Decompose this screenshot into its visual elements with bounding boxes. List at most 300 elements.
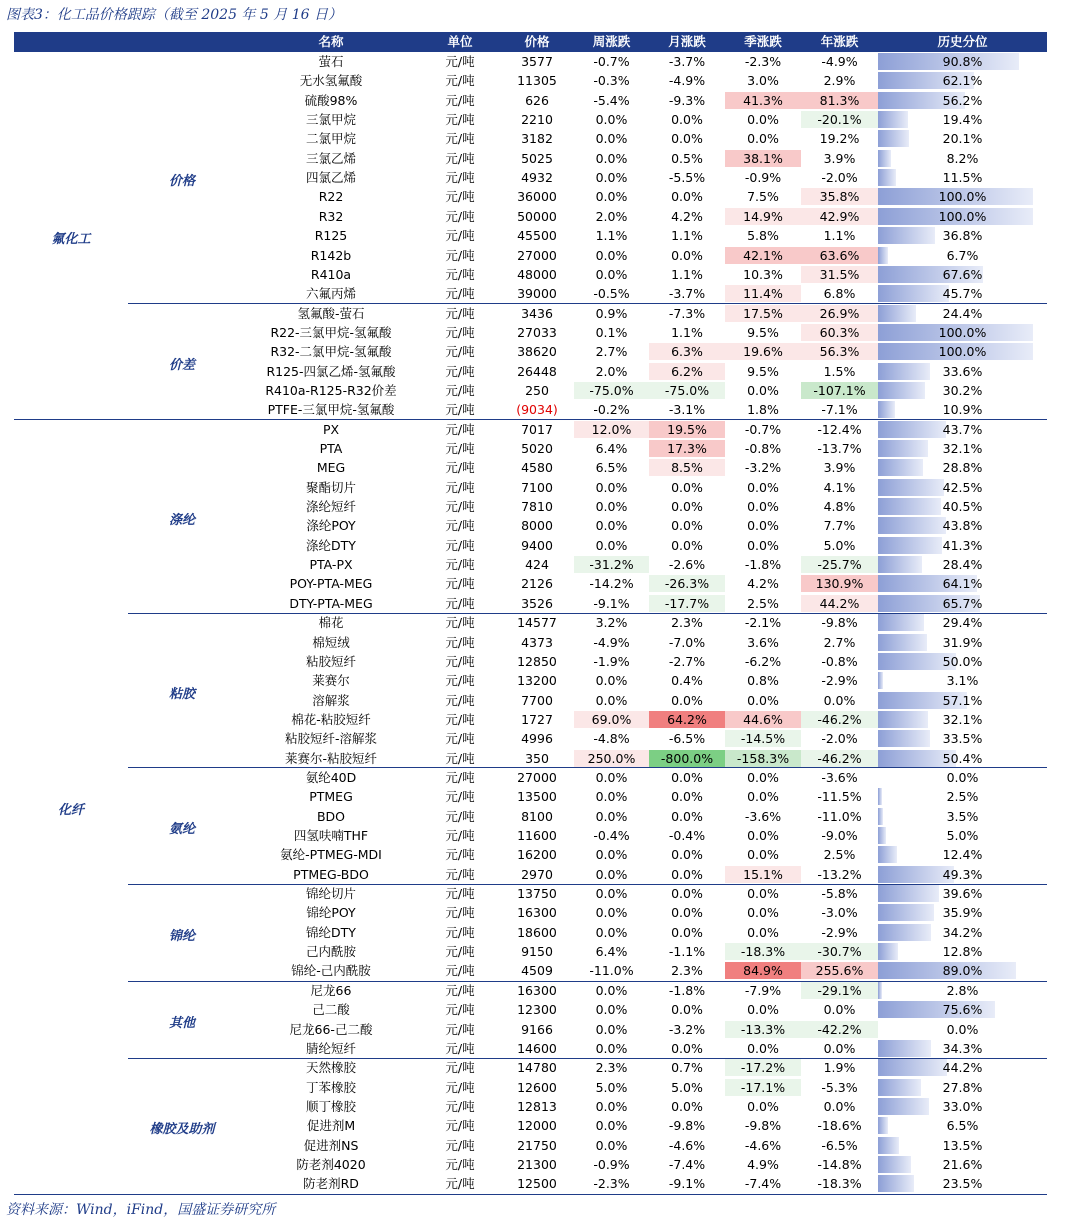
hist-percentile: 56.2%	[942, 92, 983, 108]
item-unit: 元/吨	[445, 344, 475, 360]
hist-percentile: 21.6%	[942, 1156, 983, 1172]
table-row	[0, 187, 1065, 206]
month-change: 0.0%	[671, 847, 703, 863]
table-row	[0, 594, 1065, 613]
item-unit: 元/吨	[445, 518, 475, 534]
hist-percentile: 41.3%	[942, 537, 983, 553]
item-price: 626	[525, 92, 549, 108]
item-price: 16200	[517, 847, 557, 863]
month-change: 1.1%	[671, 324, 703, 340]
week-change: 0.0%	[595, 537, 628, 553]
hist-percentile: 3.5%	[946, 808, 979, 824]
week-change: -0.4%	[593, 828, 630, 843]
hist-percentile: 100.0%	[938, 324, 987, 340]
quarter-change: 7.5%	[747, 189, 779, 205]
item-price: 26448	[517, 363, 557, 379]
item-unit: 元/吨	[445, 866, 475, 882]
table-row	[0, 284, 1065, 303]
item-price: 424	[525, 557, 549, 573]
table-row	[0, 865, 1065, 884]
quarter-change: 17.5%	[725, 305, 801, 322]
hist-percentile: 40.5%	[942, 499, 983, 515]
quarter-change: 2.5%	[747, 595, 779, 611]
quarter-change: 3.0%	[747, 73, 779, 89]
item-unit: 元/吨	[445, 537, 475, 553]
item-unit: 元/吨	[445, 499, 475, 515]
week-change: 0.0%	[595, 866, 628, 882]
week-change: 0.0%	[595, 499, 628, 515]
week-change: 0.0%	[595, 886, 628, 902]
table-row	[0, 536, 1065, 555]
month-change: -1.8%	[668, 982, 706, 998]
hist-percentile: 2.8%	[946, 982, 979, 998]
week-change: 0.0%	[595, 847, 628, 863]
table-row	[0, 1116, 1065, 1135]
year-change: 4.1%	[823, 479, 856, 495]
table-row	[0, 961, 1065, 980]
table-row	[0, 826, 1065, 845]
header-price: 价格	[524, 34, 550, 49]
item-unit: 元/吨	[445, 1098, 475, 1114]
week-change: 0.0%	[595, 982, 628, 998]
hist-percentile: 45.7%	[942, 286, 983, 302]
subcategory-spread: 价差	[168, 358, 195, 373]
item-price: 4580	[521, 460, 553, 476]
item-unit: 元/吨	[445, 150, 475, 166]
week-change: 2.7%	[595, 344, 628, 360]
week-change: -1.9%	[593, 653, 630, 669]
item-unit: 元/吨	[445, 363, 475, 379]
month-change: -9.3%	[668, 92, 706, 108]
item-name: 棉花	[318, 615, 344, 631]
hist-percentile: 43.7%	[942, 421, 983, 437]
item-price: 21300	[517, 1156, 557, 1172]
year-change: -13.7%	[817, 441, 862, 456]
week-change: -14.2%	[589, 576, 634, 592]
item-price: 27000	[517, 769, 557, 785]
quarter-change: 19.6%	[725, 343, 801, 360]
year-change: 0.0%	[823, 1040, 856, 1056]
quarter-change: 84.9%	[725, 962, 801, 979]
week-change: 2.0%	[595, 208, 628, 224]
week-change: -0.7%	[593, 54, 630, 69]
item-price: 7700	[521, 692, 553, 708]
month-change: 1.1%	[671, 228, 703, 244]
year-change: 60.3%	[801, 324, 878, 341]
table-row	[0, 516, 1065, 535]
table-row	[0, 1000, 1065, 1019]
month-change: 0.0%	[671, 808, 703, 824]
table-row	[0, 729, 1065, 748]
quarter-change: -7.4%	[744, 1176, 782, 1192]
item-unit: 元/吨	[445, 1021, 475, 1037]
subcategory-rubber: 橡胶及助剂	[149, 1122, 215, 1137]
month-change: -7.0%	[668, 634, 706, 650]
month-change: 19.5%	[649, 421, 725, 438]
item-price: 16300	[517, 905, 557, 921]
item-unit: 元/吨	[445, 460, 475, 476]
year-change: 35.8%	[801, 188, 878, 205]
year-change: -29.1%	[801, 982, 878, 999]
table-row	[0, 1136, 1065, 1155]
month-change: 0.0%	[671, 499, 703, 515]
hist-percentile: 89.0%	[942, 963, 983, 979]
table-row	[0, 884, 1065, 903]
year-change: -11.0%	[817, 808, 862, 824]
item-price: 12850	[517, 653, 557, 669]
table-row	[0, 923, 1065, 942]
month-change: 0.4%	[671, 673, 703, 689]
table-row	[0, 1174, 1065, 1193]
quarter-change: -2.1%	[744, 615, 782, 631]
month-change: 0.0%	[671, 866, 703, 882]
item-name: 溶解浆	[312, 692, 350, 708]
item-name: 丁苯橡胶	[305, 1079, 356, 1095]
quarter-change: 0.0%	[747, 789, 779, 805]
quarter-change: 0.0%	[747, 828, 779, 843]
week-change: -11.0%	[589, 963, 634, 979]
year-change: 3.9%	[823, 150, 856, 166]
quarter-change: 9.5%	[747, 324, 779, 340]
item-price: 3182	[521, 131, 553, 147]
year-change: -5.8%	[821, 886, 858, 902]
month-change: 0.0%	[671, 518, 703, 534]
table-row	[0, 768, 1065, 787]
quarter-change: 0.0%	[747, 769, 779, 785]
item-unit: 元/吨	[445, 1176, 475, 1192]
hist-percentile: 29.4%	[942, 615, 983, 631]
month-change: 64.2%	[649, 711, 725, 728]
year-change: 2.9%	[823, 73, 856, 89]
item-unit: 元/吨	[445, 808, 475, 824]
item-name: R125	[314, 228, 348, 244]
item-price: 8100	[521, 808, 553, 824]
month-change: -75.0%	[649, 382, 725, 399]
item-price: 13200	[517, 673, 557, 689]
item-price: 7100	[521, 479, 553, 495]
item-price: 27000	[517, 247, 557, 263]
item-price: 14577	[517, 615, 557, 631]
year-change: -42.2%	[801, 1021, 878, 1038]
item-price: 9150	[521, 944, 553, 960]
week-change: 0.0%	[595, 692, 628, 708]
item-name: PTMEG	[309, 789, 353, 805]
quarter-change: 1.8%	[747, 402, 779, 418]
quarter-change: 4.9%	[747, 1156, 779, 1172]
quarter-change: 0.0%	[747, 1040, 779, 1056]
hist-percentile: 42.5%	[942, 479, 983, 495]
item-unit: 元/吨	[445, 1137, 475, 1153]
item-unit: 元/吨	[445, 1040, 475, 1056]
item-name: 防老剂4020	[296, 1156, 366, 1172]
quarter-change: 0.0%	[747, 1002, 779, 1018]
week-change: 0.0%	[595, 905, 628, 921]
year-change: -6.5%	[821, 1137, 858, 1153]
item-name: 莱赛尔-粘胶短纤	[284, 750, 377, 766]
item-name: 涤纶DTY	[306, 537, 356, 553]
item-name: 四氢呋喃THF	[293, 828, 369, 843]
category-fluorine: 氟化工	[51, 232, 91, 247]
month-change: 0.0%	[671, 1040, 703, 1056]
week-change: 0.0%	[595, 518, 628, 534]
month-change: 0.0%	[671, 905, 703, 921]
item-name: R22-三氯甲烷-氢氟酸	[270, 324, 392, 340]
item-name: MEG	[316, 460, 346, 476]
item-price: 3577	[521, 54, 553, 69]
month-change: -3.7%	[668, 286, 706, 302]
table-row	[0, 400, 1065, 419]
month-change: 0.0%	[671, 189, 703, 205]
item-unit: 元/吨	[445, 963, 475, 979]
week-change: 3.2%	[595, 615, 628, 631]
item-price: 4932	[521, 170, 553, 186]
table-row	[0, 574, 1065, 593]
week-change: 0.0%	[595, 789, 628, 805]
table-row	[0, 246, 1065, 265]
item-name: PTFE-三氯甲烷-氢氟酸	[267, 402, 395, 418]
table-row	[0, 1097, 1065, 1116]
week-change: -9.1%	[593, 595, 630, 611]
item-price: 14600	[517, 1040, 557, 1056]
quarter-change: 41.3%	[725, 92, 801, 109]
item-unit: 元/吨	[445, 324, 475, 340]
item-name: 聚酯切片	[305, 479, 356, 495]
year-change: 2.5%	[823, 847, 856, 863]
item-name: 己二酸	[312, 1002, 350, 1018]
item-price: 7017	[521, 421, 553, 437]
item-unit: 元/吨	[445, 653, 475, 669]
item-unit: 元/吨	[445, 1156, 475, 1172]
item-name: 涤纶POY	[306, 518, 356, 534]
table-row	[0, 1039, 1065, 1058]
quarter-change: -6.2%	[744, 653, 782, 669]
month-change: 0.0%	[671, 131, 703, 147]
year-change: -18.6%	[817, 1118, 862, 1134]
table-row	[0, 691, 1065, 710]
week-change: -4.8%	[593, 731, 630, 747]
table-row	[0, 903, 1065, 922]
hist-percentile: 65.7%	[942, 595, 983, 611]
item-name: R22	[318, 189, 344, 205]
header-unit: 单位	[447, 34, 473, 49]
hist-percentile: 50.4%	[942, 750, 983, 766]
table-row	[0, 1020, 1065, 1039]
year-change: -30.7%	[801, 943, 878, 960]
item-unit: 元/吨	[445, 634, 475, 650]
week-change: 6.4%	[595, 944, 628, 960]
source-footer: 资料来源：Wind，iFind，国盛证券研究所	[6, 1202, 276, 1218]
quarter-change: 0.0%	[747, 479, 779, 495]
item-name: 天然橡胶	[305, 1060, 356, 1076]
item-unit: 元/吨	[445, 944, 475, 960]
month-change: -5.5%	[668, 170, 706, 186]
year-change: 44.2%	[801, 595, 878, 612]
year-change: -2.9%	[821, 673, 858, 689]
week-change: 0.0%	[595, 808, 628, 824]
week-change: 6.4%	[595, 441, 628, 456]
year-change: 0.0%	[823, 692, 856, 708]
item-price: 12600	[517, 1079, 557, 1095]
year-change: -20.1%	[801, 111, 878, 128]
hist-percentile: 24.4%	[942, 305, 983, 321]
item-unit: 元/吨	[445, 266, 475, 282]
table-row	[0, 807, 1065, 826]
week-change: -0.9%	[593, 1156, 630, 1172]
item-name: BDO	[316, 808, 346, 824]
quarter-change: -2.3%	[744, 54, 782, 69]
hist-percentile: 32.1%	[942, 441, 983, 456]
hist-percentile: 5.0%	[946, 828, 979, 843]
month-change: 1.1%	[671, 266, 703, 282]
month-change: -800.0%	[649, 750, 725, 767]
item-price: (9034)	[516, 402, 558, 418]
table-row	[0, 497, 1065, 516]
hist-percentile: 11.5%	[942, 170, 983, 186]
year-change: 5.0%	[823, 537, 856, 553]
item-name: R125-四氯乙烯-氢氟酸	[266, 363, 396, 379]
week-change: 69.0%	[574, 711, 649, 728]
month-change: -7.3%	[668, 305, 706, 321]
item-unit: 元/吨	[445, 228, 475, 244]
year-change: -7.1%	[821, 402, 858, 418]
week-change: 0.0%	[595, 1137, 628, 1153]
item-name: PTA	[319, 441, 343, 456]
item-unit: 元/吨	[445, 73, 475, 89]
header-week: 周涨跌	[592, 34, 631, 49]
item-price: 13750	[517, 886, 557, 902]
month-change: -3.1%	[668, 402, 706, 418]
table-row	[0, 942, 1065, 961]
year-change: 1.5%	[823, 363, 856, 379]
table-row	[0, 420, 1065, 439]
month-change: 0.0%	[671, 479, 703, 495]
quarter-change: 4.2%	[747, 576, 779, 592]
item-name: POY-PTA-MEG	[289, 576, 373, 592]
item-name: 促进剂NS	[303, 1137, 359, 1153]
table-row	[0, 226, 1065, 245]
quarter-change: -13.3%	[725, 1021, 801, 1038]
item-unit: 元/吨	[445, 750, 475, 766]
year-change: 42.9%	[801, 208, 878, 225]
hist-percentile: 67.6%	[942, 266, 983, 282]
year-change: 19.2%	[819, 131, 860, 147]
year-change: -14.8%	[817, 1156, 862, 1172]
item-price: 18600	[517, 924, 557, 940]
week-change: 0.0%	[595, 112, 628, 128]
quarter-change: -0.7%	[744, 421, 782, 437]
item-name: 三氯甲烷	[305, 112, 356, 128]
hist-percentile: 100.0%	[938, 189, 987, 205]
quarter-change: 0.8%	[747, 673, 779, 689]
hist-percentile: 32.1%	[942, 711, 983, 727]
week-change: 250.0%	[574, 750, 649, 767]
item-name: R142b	[310, 247, 352, 263]
hist-percentile: 20.1%	[942, 131, 983, 147]
quarter-change: 9.5%	[747, 363, 779, 379]
subcategory-polyester: 涤纶	[168, 513, 195, 528]
year-change: 63.6%	[801, 247, 878, 264]
hist-percentile: 27.8%	[942, 1079, 983, 1095]
month-change: -2.6%	[668, 557, 706, 573]
item-unit: 元/吨	[445, 382, 475, 398]
week-change: 0.0%	[595, 1098, 628, 1114]
table-row	[0, 478, 1065, 497]
item-name: R410a-R125-R32价差	[265, 382, 397, 398]
year-change: -4.9%	[821, 54, 858, 69]
item-unit: 元/吨	[445, 189, 475, 205]
week-change: 0.0%	[595, 131, 628, 147]
item-unit: 元/吨	[445, 208, 475, 224]
month-change: -6.5%	[668, 731, 706, 747]
week-change: 1.1%	[595, 228, 628, 244]
item-unit: 元/吨	[445, 731, 475, 747]
item-unit: 元/吨	[445, 170, 475, 186]
item-unit: 元/吨	[445, 92, 475, 108]
year-change: -46.2%	[801, 750, 878, 767]
quarter-change: 10.3%	[743, 266, 783, 282]
item-unit: 元/吨	[445, 247, 475, 263]
item-name: 锦纶POY	[306, 905, 356, 921]
item-name: 尼龙66	[310, 982, 352, 998]
item-unit: 元/吨	[445, 924, 475, 940]
table-row	[0, 265, 1065, 284]
year-change: -9.0%	[821, 828, 858, 843]
item-price: 11305	[517, 73, 557, 89]
month-change: -3.7%	[668, 54, 706, 69]
item-name: 锦纶切片	[305, 886, 356, 902]
item-unit: 元/吨	[445, 1118, 475, 1134]
table-row	[0, 613, 1065, 632]
item-unit: 元/吨	[445, 769, 475, 785]
year-change: 255.6%	[801, 962, 878, 979]
item-unit: 元/吨	[445, 1060, 475, 1076]
quarter-change: -9.8%	[744, 1118, 782, 1134]
hist-percentile: 6.5%	[946, 1118, 979, 1134]
hist-percentile: 75.6%	[942, 1002, 983, 1018]
item-price: 39000	[517, 286, 557, 302]
item-price: 16300	[517, 982, 557, 998]
item-price: 50000	[517, 208, 557, 224]
week-change: 0.0%	[595, 1118, 628, 1134]
item-name: 顺丁橡胶	[305, 1098, 356, 1114]
quarter-change: -7.9%	[744, 982, 782, 998]
week-change: 2.0%	[595, 363, 628, 379]
year-change: 0.0%	[823, 1002, 856, 1018]
item-name: 粘胶短纤-溶解浆	[284, 731, 377, 747]
month-change: 0.0%	[671, 247, 703, 263]
month-change: -3.2%	[668, 1021, 706, 1037]
year-change: -12.4%	[817, 421, 862, 437]
quarter-change: 0.0%	[747, 905, 779, 921]
quarter-change: -3.2%	[744, 460, 782, 476]
item-name: 腈纶短纤	[305, 1040, 356, 1056]
quarter-change: 38.1%	[725, 150, 801, 167]
hist-percentile: 100.0%	[938, 344, 987, 360]
quarter-change: -0.9%	[744, 170, 782, 186]
item-unit: 元/吨	[445, 479, 475, 495]
week-change: -0.2%	[593, 402, 630, 418]
hist-percentile: 39.6%	[942, 886, 983, 902]
item-name: 棉短绒	[312, 634, 350, 650]
item-price: 13500	[517, 789, 557, 805]
item-unit: 元/吨	[445, 1079, 475, 1095]
year-change: 6.8%	[823, 286, 856, 302]
hist-percentile: 19.4%	[942, 112, 983, 128]
year-change: 56.3%	[801, 343, 878, 360]
item-price: 3436	[521, 305, 553, 321]
table-row	[0, 981, 1065, 1000]
hist-percentile: 43.8%	[942, 518, 983, 534]
